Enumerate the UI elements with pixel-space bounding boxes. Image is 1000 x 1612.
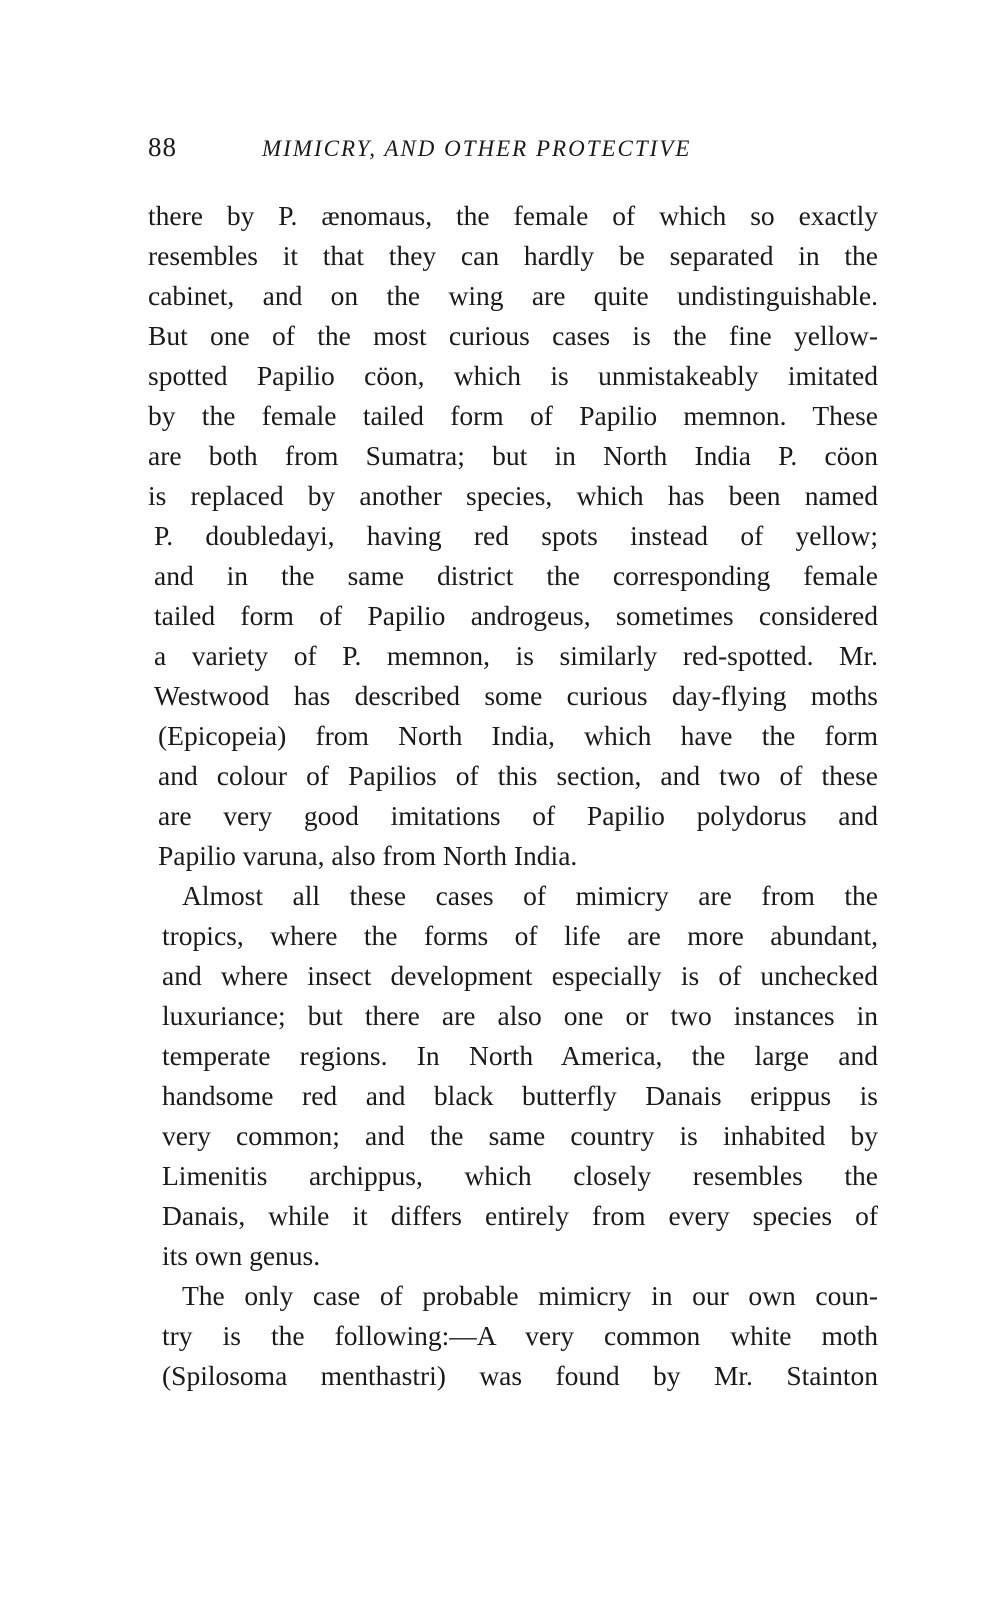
text-line: very common; and the same country is inhabited by [162,1120,878,1151]
text-line: (Epicopeia) from North India, which have the form [158,720,878,751]
paragraph-start-line: The only case of probable mimicry in our own coun- [182,1280,878,1311]
text-line: P. doubledayi, having red spots instead of yellow; [154,520,878,551]
text-line: (Spilosoma menthastri) was found by Mr. Stainton [162,1360,878,1391]
text-line: resembles it that they can hardly be separated in the [148,240,878,271]
text-line: tropics, where the forms of life are more abundant, [162,920,878,951]
text-line: luxuriance; but there are also one or two instances in [162,1000,878,1031]
text-line: spotted Papilio cöon, which is unmistakeably imitated [148,360,878,391]
text-line: and in the same district the corresponding female [154,560,878,591]
text-line: Limenitis archippus, which closely resembles the [162,1160,878,1191]
text-line: Westwood has described some curious day-flying moths [154,680,878,711]
text-line: Papilio varuna, also from North India. [158,840,578,871]
text-line: a variety of P. memnon, is similarly red-spotted. Mr. [154,640,878,671]
text-line: there by P. ænomaus, the female of which so exactly [148,200,878,231]
text-line: and colour of Papilios of this section, and two of these [158,760,878,791]
text-line: its own genus. [162,1240,321,1271]
text-line: are both from Sumatra; but in North India P. cöon [148,440,878,471]
text-line: temperate regions. In North America, the large and [162,1040,878,1071]
page-number: 88 [148,132,177,162]
running-head [148,132,918,172]
text-line: by the female tailed form of Papilio memnon. These [148,400,878,431]
text-line: Danais, while it differs entirely from every species of [162,1200,878,1231]
text-line: and where insect development especially is of unchecked [162,960,878,991]
text-line: is replaced by another species, which has been named [148,480,878,511]
text-line: But one of the most curious cases is the fine yellow- [148,320,878,351]
text-line: are very good imitations of Papilio polydorus and [158,800,878,831]
paragraph-start-line: Almost all these cases of mimicry are from the [182,880,878,911]
text-line: cabinet, and on the wing are quite undistinguishable. [148,280,878,311]
text-line: tailed form of Papilio androgeus, sometimes considered [154,600,878,631]
text-line: handsome red and black butterfly Danais erippus is [162,1080,878,1111]
text-line: try is the following:—A very common white moth [162,1320,878,1351]
running-title: MIMICRY, AND OTHER PROTECTIVE [262,136,692,161]
body-text [148,196,878,1396]
